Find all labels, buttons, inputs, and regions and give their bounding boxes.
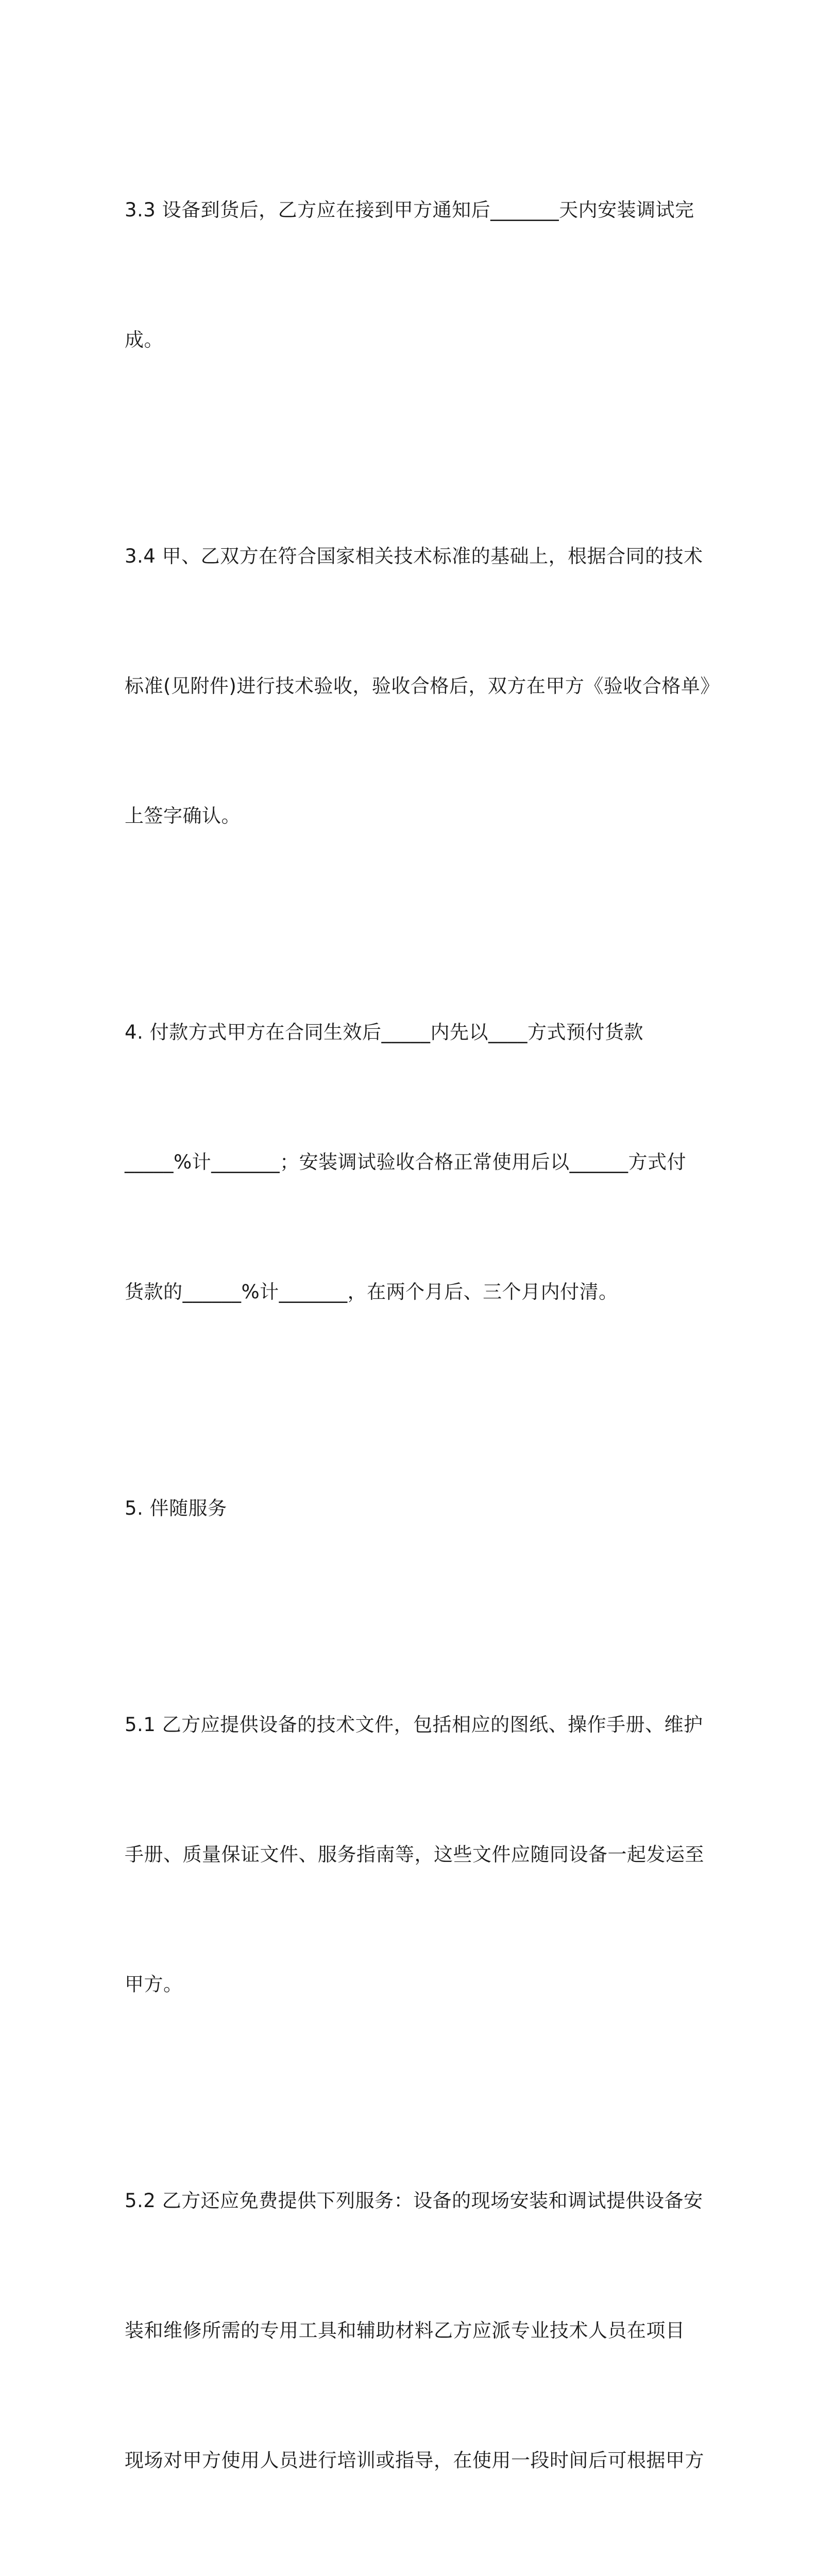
- clause-3-4: [125, 448, 720, 924]
- text-line: 标准(见附件)进行技术验收，验收合格后，双方在甲方《验收合格单》: [125, 675, 720, 697]
- text-line: 装和维修所需的专用工具和辅助材料乙方应派专业技术人员在项目: [125, 2319, 685, 2342]
- text-line: 3.4 甲、乙双方在符合国家相关技术标准的基础上，根据合同的技术: [125, 545, 703, 567]
- text-line: 现场对甲方使用人员进行培训或指导，在使用一段时间后可根据甲方: [125, 2449, 704, 2471]
- document-body: [125, 102, 720, 2576]
- text-line: 5.1 乙方应提供设备的技术文件，包括相应的图纸、操作手册、维护: [125, 1714, 703, 1736]
- clause-5-2: [125, 2093, 702, 2576]
- text-line: [125, 2569, 702, 2576]
- text-line: _____%计_______；安装调试验收合格正常使用后以______方式付: [125, 1151, 687, 1173]
- text-line: 4. 付款方式甲方在合同生效后_____内先以____方式预付货款: [125, 1021, 644, 1043]
- clause-4-payment: [125, 924, 702, 1400]
- clause-5-1: [125, 1617, 702, 2093]
- text-line: 成。: [125, 329, 163, 351]
- clause-3-3: [125, 102, 702, 448]
- text-line: 货款的______%计_______，在两个月后、三个月内付清。: [125, 1281, 618, 1303]
- text-line: 上签字确认。: [125, 805, 241, 827]
- text-line: 手册、质量保证文件、服务指南等，这些文件应随同设备一起发运至: [125, 1843, 704, 1866]
- section-heading: 5. 伴随服务: [125, 1497, 227, 1519]
- section-5-heading: [125, 1400, 702, 1617]
- text-line: 5.2 乙方还应免费提供下列服务：设备的现场安装和调试提供设备安: [125, 2190, 703, 2212]
- text-line: 3.3 设备到货后，乙方应在接到甲方通知后_______天内安装调试完: [125, 199, 694, 221]
- text-line: 甲方。: [125, 1973, 183, 1995]
